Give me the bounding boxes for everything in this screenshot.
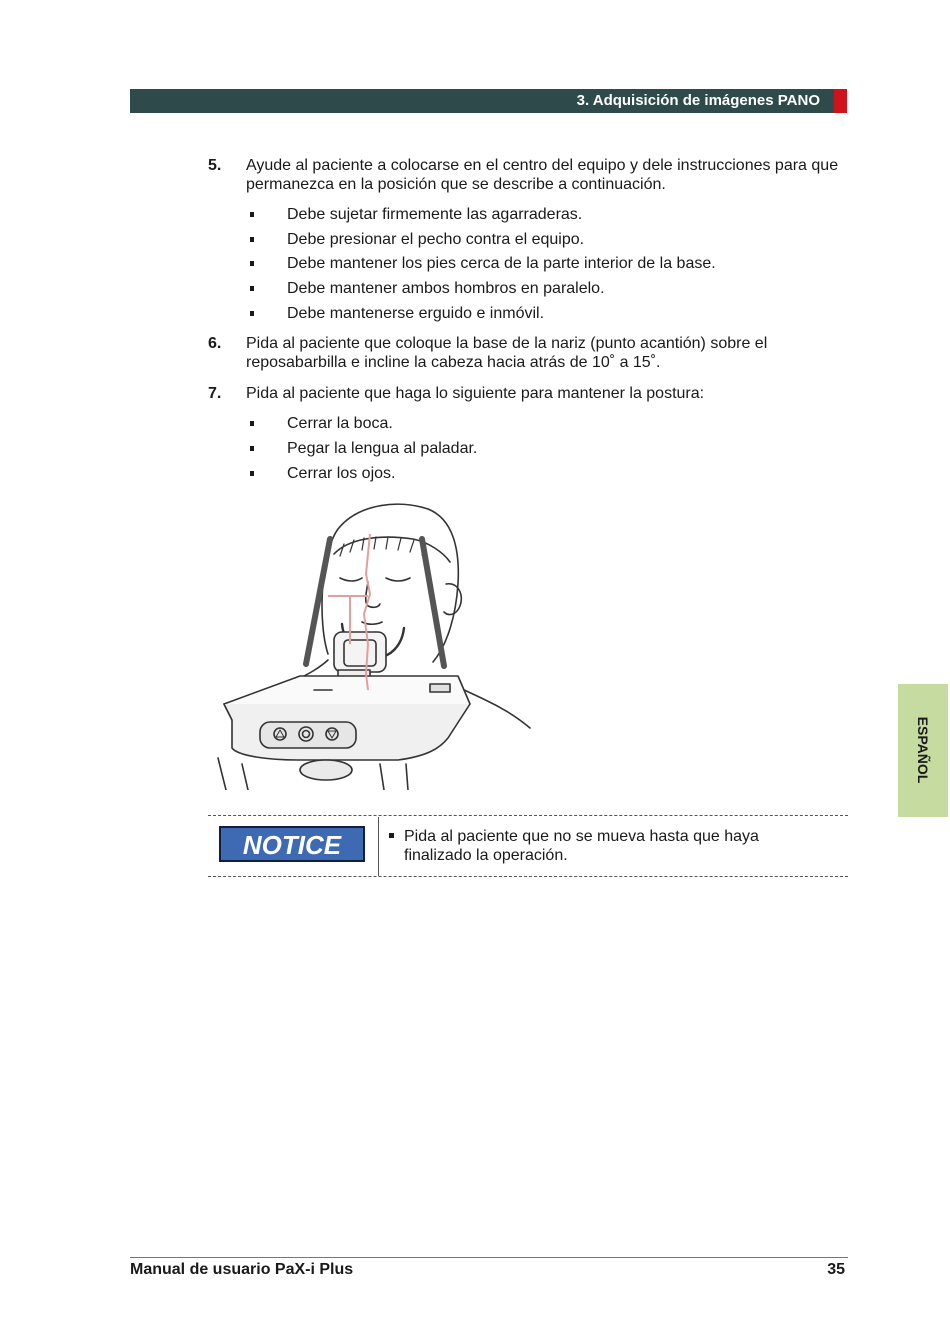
notice-top-rule xyxy=(208,815,848,816)
bullet-text: Debe presionar el pecho contra el equipo. xyxy=(287,231,585,248)
page-number: 35 xyxy=(827,1261,845,1278)
step-text: Pida al paciente que coloque la base de la nariz (punto acantión) sobre el reposabarbilla e incline la cabeza hacia atrás de 10˚ a 15˚. xyxy=(246,335,768,371)
section-header-bar xyxy=(130,89,834,113)
step-number: 6. xyxy=(208,335,222,352)
notice-bottom-rule xyxy=(208,876,848,877)
bullet-text: Pegar la lengua al paladar. xyxy=(287,440,478,457)
section-title: 3. Adquisición de imágenes PANO xyxy=(576,92,820,109)
bullet-mark xyxy=(250,286,254,291)
language-label: ESPAÑOL xyxy=(915,716,931,784)
bullet-mark xyxy=(250,311,254,316)
patient-positioning-illustration xyxy=(208,494,548,790)
bullet-text: Cerrar la boca. xyxy=(287,415,393,432)
bullet-mark xyxy=(250,261,254,266)
header-accent-mark xyxy=(834,89,847,113)
bullet-text: Debe mantenerse erguido e inmóvil. xyxy=(287,305,545,322)
notice-divider xyxy=(378,817,379,876)
bullet-mark xyxy=(250,421,254,426)
notice-text: Pida al paciente que no se mueva hasta que haya finalizado la operación. xyxy=(404,828,759,864)
notice-badge xyxy=(219,826,365,862)
bullet-mark xyxy=(250,446,254,451)
bullet-mark xyxy=(250,212,254,217)
footer-manual-title: Manual de usuario PaX-i Plus xyxy=(130,1261,354,1278)
step-text: Ayude al paciente a colocarse en el centro del equipo y dele instrucciones para que permanezca en la posición que se describe a continuación. xyxy=(246,157,839,193)
step-number: 5. xyxy=(208,157,222,174)
bullet-mark xyxy=(250,471,254,476)
notice-badge-label: NOTICE xyxy=(242,830,342,860)
bullet-text: Debe mantener los pies cerca de la parte interior de la base. xyxy=(287,255,716,272)
step-number: 7. xyxy=(208,385,222,402)
footer-rule xyxy=(130,1257,848,1258)
language-side-tab xyxy=(898,684,948,817)
bullet-mark xyxy=(250,237,254,242)
bullet-text: Debe sujetar firmemente las agarraderas. xyxy=(287,206,583,223)
bullet-mark xyxy=(389,833,394,838)
bullet-text: Cerrar los ojos. xyxy=(287,465,396,482)
bullet-text: Debe mantener ambos hombros en paralelo. xyxy=(287,280,605,297)
step-text: Pida al paciente que haga lo siguiente para mantener la postura: xyxy=(246,385,705,402)
